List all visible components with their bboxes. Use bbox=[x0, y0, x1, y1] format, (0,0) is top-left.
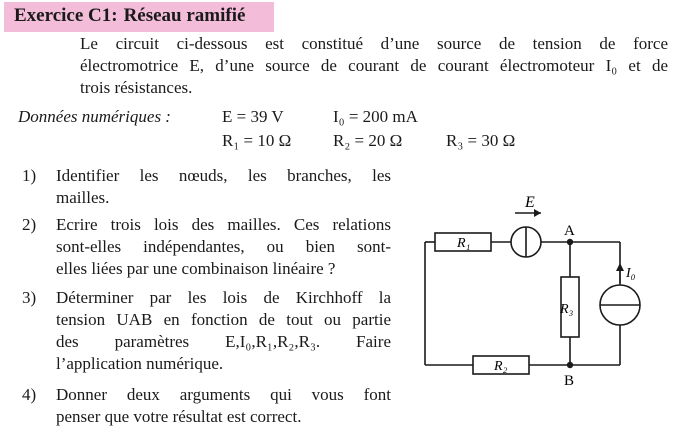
label-node-b: B bbox=[564, 373, 575, 389]
label-node-a: A bbox=[564, 223, 575, 239]
question-number: 2) bbox=[22, 215, 37, 234]
question-number: 1) bbox=[22, 166, 37, 185]
data-label: Données numériques : bbox=[18, 107, 171, 126]
value-R2: R₂ = 20 Ω bbox=[333, 131, 403, 150]
value-R1: R₁ = 10 Ω bbox=[222, 131, 292, 150]
label-r2: R₂ bbox=[494, 359, 508, 374]
question-line: mailles. bbox=[56, 188, 110, 207]
exercise-name: Réseau ramifié bbox=[123, 5, 246, 26]
label-r3: R₃ bbox=[560, 302, 574, 317]
question-line: tension UAB en fonction de tout ou partie bbox=[56, 310, 391, 329]
exercise-label: Exercice C1: bbox=[14, 5, 118, 26]
question-line: Donner deux arguments qui vous font bbox=[56, 385, 391, 404]
question-number: 3) bbox=[22, 288, 37, 307]
intro-paragraph bbox=[80, 33, 668, 99]
intro-line-1: Le circuit ci-dessous est constitué d’une source de tension de force bbox=[80, 34, 668, 53]
question-line: sont-elles indépendantes, ou bien sont- bbox=[56, 237, 391, 256]
exercise-title bbox=[14, 5, 245, 27]
intro-line-2: électromotrice E, d’une source de courant de courant électromoteur I₀ et de bbox=[80, 56, 668, 75]
label-e: E bbox=[525, 194, 535, 211]
node-a-dot bbox=[567, 239, 573, 245]
question-number: 4) bbox=[22, 385, 37, 404]
label-r1: R₁ bbox=[457, 236, 471, 251]
label-i0: I₀ bbox=[626, 266, 636, 281]
question-line: Identifier les nœuds, les branches, les bbox=[56, 166, 391, 185]
question-line: elles liées par une combinaison linéaire ? bbox=[56, 259, 336, 278]
circuit-diagram bbox=[415, 185, 655, 395]
question-line: Déterminer par les lois de Kirchhoff la bbox=[56, 288, 391, 307]
intro-line-3: trois résistances. bbox=[80, 78, 193, 97]
question-line: Ecrire trois lois des mailles. Ces relations bbox=[56, 215, 391, 234]
question-line: l’application numérique. bbox=[56, 354, 224, 373]
question-line: des paramètres E,I₀,R₁,R₂,R₃. Faire bbox=[56, 332, 391, 351]
question-line: penser que votre résultat est correct. bbox=[56, 407, 302, 426]
value-I0: I₀ = 200 mA bbox=[333, 107, 418, 126]
value-E: E = 39 V bbox=[222, 107, 284, 126]
node-b-dot bbox=[567, 362, 573, 368]
value-R3: R₃ = 30 Ω bbox=[446, 131, 516, 150]
arrow-e-head bbox=[534, 209, 541, 217]
arrow-i0-head bbox=[616, 263, 624, 271]
